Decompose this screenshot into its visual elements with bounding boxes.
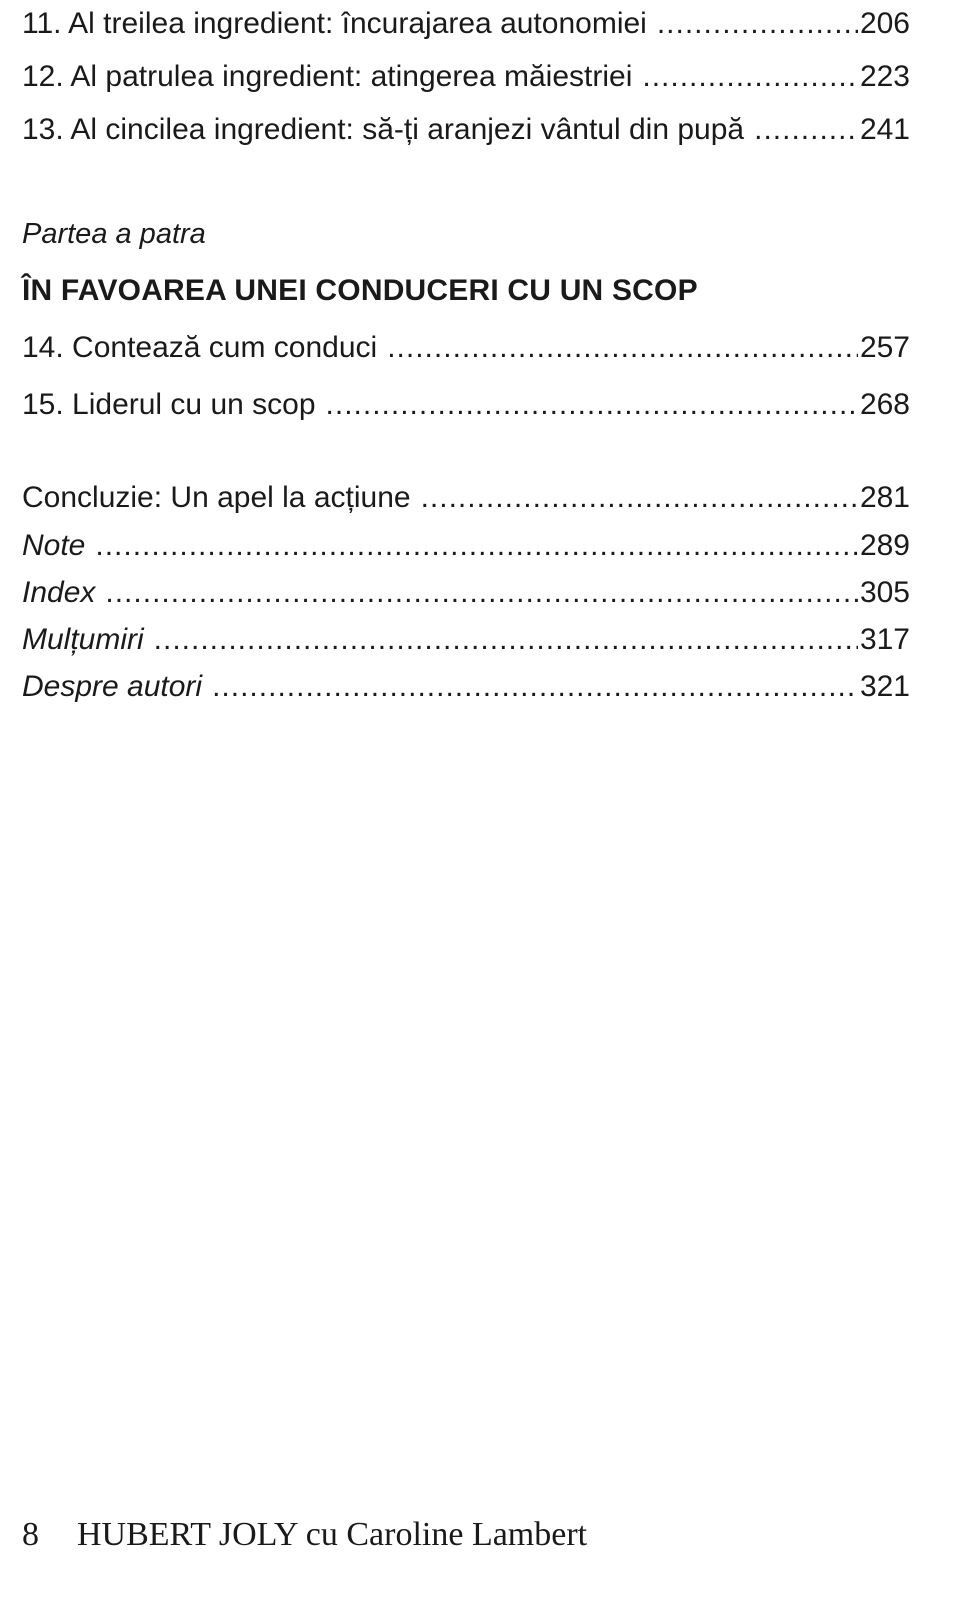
- toc-entry-page: 289: [859, 529, 910, 562]
- toc-entry-12: [22, 62, 910, 92]
- toc-entry-14: [22, 333, 910, 363]
- toc-entry-13: [22, 115, 910, 145]
- toc-entry-notes: [22, 531, 910, 561]
- dot-leader: [105, 578, 858, 608]
- toc-entry-15: [22, 390, 910, 420]
- dot-leader: [387, 333, 858, 363]
- toc-entry-index: [22, 578, 910, 608]
- toc-entry-title: Mulțumiri: [22, 623, 144, 656]
- part-label: Partea a patra: [22, 218, 206, 250]
- toc-entry-title: Despre autori: [22, 670, 203, 703]
- toc-entry-about-authors: [22, 672, 910, 702]
- toc-entry-conclusion: [22, 483, 910, 513]
- page-footer: [22, 1518, 587, 1552]
- toc-entry-title: Note: [22, 529, 86, 562]
- toc-entry-page: 223: [859, 60, 910, 93]
- toc-entry-page: 206: [859, 7, 910, 40]
- toc-entry-acknowledgements: [22, 625, 910, 655]
- toc-entry-title: 11. Al treilea ingredient: încurajarea autonomiei: [22, 7, 647, 40]
- dot-leader: [754, 115, 858, 145]
- toc-entry-title: 13. Al cincilea ingredient: să-ți aranjezi vântul din pupă: [22, 113, 745, 146]
- dot-leader: [95, 531, 858, 561]
- toc-entry-title: 14. Contează cum conduci: [22, 331, 378, 364]
- dot-leader: [642, 62, 858, 92]
- page-number: 8: [22, 1516, 39, 1553]
- dot-leader: [154, 625, 858, 655]
- dot-leader: [326, 390, 858, 420]
- dot-leader: [657, 9, 858, 39]
- toc-entry-page: 305: [859, 576, 910, 609]
- part-title: ÎN FAVOAREA UNEI CONDUCERI CU UN SCOP: [22, 274, 698, 307]
- toc-entry-title: Index: [22, 576, 96, 609]
- toc-entry-page: 257: [859, 331, 910, 364]
- toc-entry-title: Concluzie: Un apel la acțiune: [22, 481, 411, 514]
- toc-entry-page: 321: [859, 670, 910, 703]
- toc-entry-title: 12. Al patrulea ingredient: atingerea măiestriei: [22, 60, 633, 93]
- toc-entry-page: 268: [859, 388, 910, 421]
- toc-entry-page: 241: [859, 113, 910, 146]
- toc-entry-page: 317: [859, 623, 910, 656]
- toc-entry-11: [22, 9, 910, 39]
- dot-leader: [421, 483, 858, 513]
- running-head: HUBERT JOLY cu Caroline Lambert: [77, 1516, 588, 1553]
- dot-leader: [212, 672, 858, 702]
- toc-entry-title: 15. Liderul cu un scop: [22, 388, 316, 421]
- toc-entry-page: 281: [859, 481, 910, 514]
